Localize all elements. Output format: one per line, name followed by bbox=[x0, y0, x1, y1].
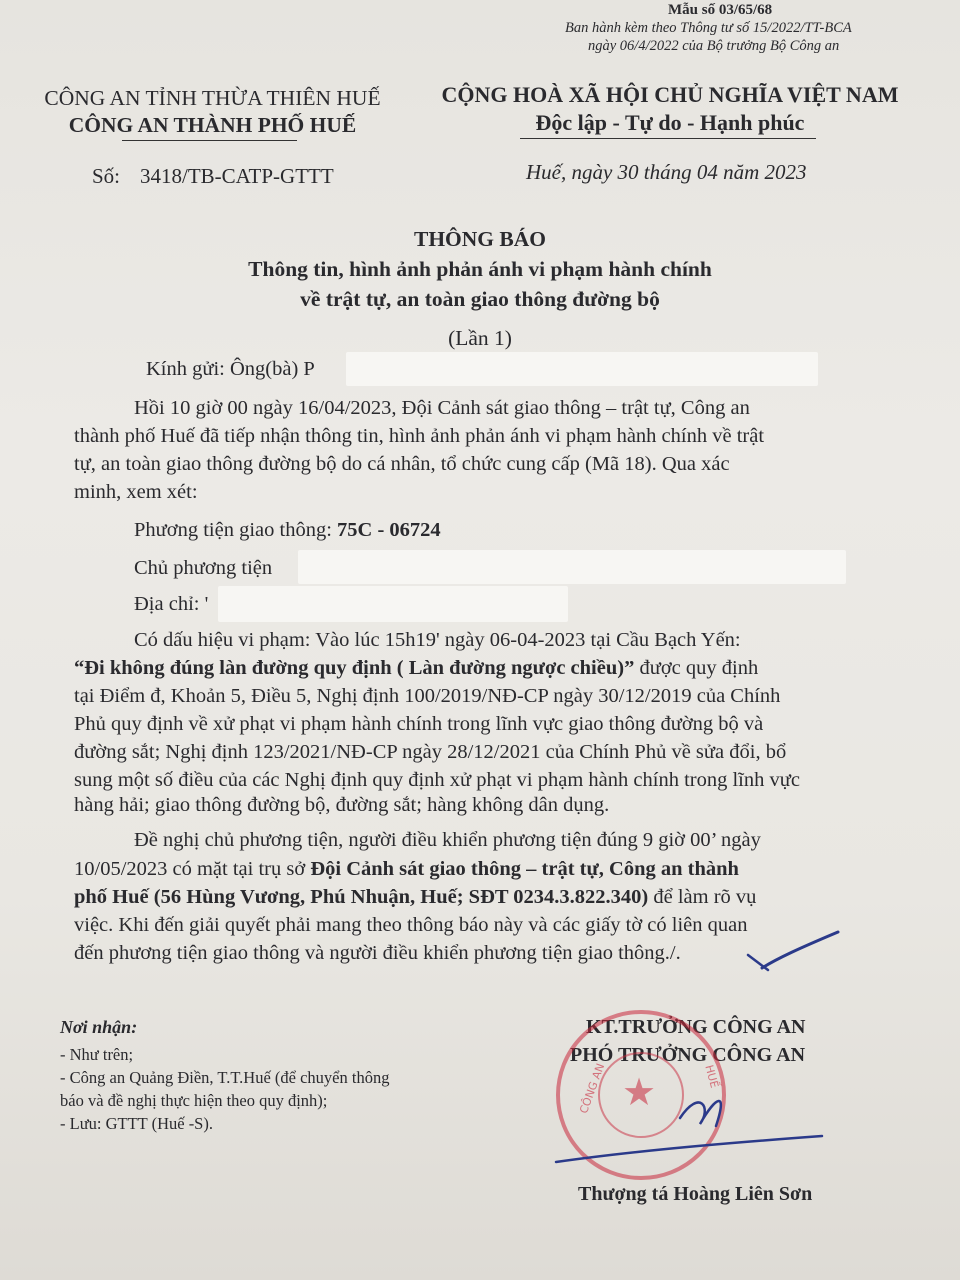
recipient-item: - Lưu: GTTT (Huế -S). bbox=[60, 1114, 213, 1133]
doc-subtitle-1: Thông tin, hình ảnh phản ánh vi phạm hành chính bbox=[248, 257, 712, 281]
request-line: việc. Khi đến giải quyết phải mang theo thông báo này và các giấy tờ có liên quan bbox=[74, 914, 748, 936]
para1-line: thành phố Huế đã tiếp nhận thông tin, hình ảnh phản ánh vi phạm hành chính về trật bbox=[74, 425, 765, 447]
signature-stroke bbox=[556, 1136, 822, 1162]
violation-line: đường sắt; Nghị định 123/2021/NĐ-CP ngày 28/12/2021 của Chính Phủ về sửa đổi, bổ bbox=[74, 741, 787, 763]
request-text: 10/05/2023 có mặt tại trụ sở bbox=[74, 858, 311, 880]
seal-star-icon: ★ bbox=[622, 1072, 657, 1114]
para1-line: minh, xem xét: bbox=[74, 481, 198, 503]
signer-name: Thượng tá Hoàng Liên Sơn bbox=[578, 1183, 813, 1205]
recipient-item: - Công an Quảng Điền, T.T.Huế (để chuyển thông bbox=[60, 1068, 390, 1087]
form-number: Mẫu số 03/65/68 bbox=[668, 2, 773, 18]
doc-number-label: Số: bbox=[92, 164, 121, 188]
violation-line: sung một số điều của các Nghị định quy định xử phạt vi phạm hành chính trong lĩnh vực bbox=[74, 769, 800, 791]
vehicle-label: Phương tiện giao thông: bbox=[134, 519, 338, 541]
violation-description: “Đi không đúng làn đường quy định ( Làn đường ngược chiều)” bbox=[74, 657, 635, 679]
owner-label: Chủ phương tiện bbox=[134, 557, 273, 579]
doc-round: (Lần 1) bbox=[448, 326, 512, 350]
nation-line1: CỘNG HOÀ XÃ HỘI CHỦ NGHĨA VIỆT NAM bbox=[441, 82, 899, 107]
agency-line1: CÔNG AN TỈNH THỪA THIÊN HUẾ bbox=[44, 86, 381, 110]
violation-line: hàng hải; giao thông đường bộ, đường sắt; hàng không dân dụng. bbox=[74, 794, 610, 816]
seal-text: HUẾ bbox=[702, 1063, 721, 1090]
signature-scribble bbox=[680, 1101, 721, 1126]
form-issued-line2: ngày 06/4/2022 của Bộ trưởng Bộ Công an bbox=[588, 38, 840, 54]
doc-subtitle-2: về trật tự, an toàn giao thông đường bộ bbox=[300, 287, 660, 311]
address-label: Địa chỉ: ' bbox=[134, 593, 209, 615]
doc-date: Huế, ngày 30 tháng 04 năm 2023 bbox=[526, 160, 807, 184]
closing-checkmark-tail bbox=[748, 955, 768, 970]
recipient-item: - Như trên; bbox=[60, 1045, 134, 1064]
closing-checkmark bbox=[762, 932, 838, 968]
doc-number-value: 3418/TB-CATP-GTTT bbox=[140, 164, 334, 188]
violation-line: Phủ quy định về xử phạt vi phạm hành chính trong lĩnh vực giao thông đường bộ và bbox=[74, 713, 764, 735]
request-address: phố Huế (56 Hùng Vương, Phú Nhuận, Huế; SĐT 0234.3.822.340) bbox=[74, 886, 649, 908]
request-line: Đề nghị chủ phương tiện, người điều khiển phương tiện đúng 9 giờ 00’ ngày bbox=[134, 829, 761, 851]
violation-line: tại Điểm đ, Khoản 5, Điều 5, Nghị định 100/2019/NĐ-CP ngày 30/12/2019 của Chính bbox=[74, 685, 781, 707]
request-text: để làm rõ vụ bbox=[648, 886, 757, 908]
nation-motto: Độc lập - Tự do - Hạnh phúc bbox=[535, 110, 805, 135]
signature-title-1: KT.TRƯỞNG CÔNG AN bbox=[586, 1016, 806, 1038]
greeting: Kính gửi: Ông(bà) P bbox=[146, 358, 315, 380]
violation-intro: Có dấu hiệu vi phạm: Vào lúc 15h19' ngày 06-04-2023 tại Cầu Bạch Yến: bbox=[134, 629, 741, 651]
para1-line: tự, an toàn giao thông đường bộ do cá nhân, tổ chức cung cấp (Mã 18). Qua xác bbox=[74, 453, 730, 475]
seal-text: CÔNG AN bbox=[577, 1061, 608, 1116]
form-issued-line1: Ban hành kèm theo Thông tư số 15/2022/TT-BCA bbox=[565, 20, 852, 36]
recipient-item: báo và đề nghị thực hiện theo quy định); bbox=[60, 1091, 328, 1110]
agency-line2: CÔNG AN THÀNH PHỐ HUẾ bbox=[68, 113, 357, 137]
vehicle-plate: 75C - 06724 bbox=[337, 519, 441, 541]
request-office: Đội Cảnh sát giao thông – trật tự, Công an thành bbox=[310, 858, 739, 880]
recipients-label: Nơi nhận: bbox=[60, 1017, 138, 1037]
request-line: đến phương tiện giao thông và người điều khiển phương tiện giao thông./. bbox=[74, 942, 681, 964]
doc-title: THÔNG BÁO bbox=[413, 227, 546, 251]
signature-title-2: PHÓ TRƯỞNG CÔNG AN bbox=[570, 1044, 806, 1066]
para1-line: Hồi 10 giờ 00 ngày 16/04/2023, Đội Cảnh sát giao thông – trật tự, Công an bbox=[134, 397, 750, 419]
violation-rest: được quy định bbox=[634, 657, 759, 679]
